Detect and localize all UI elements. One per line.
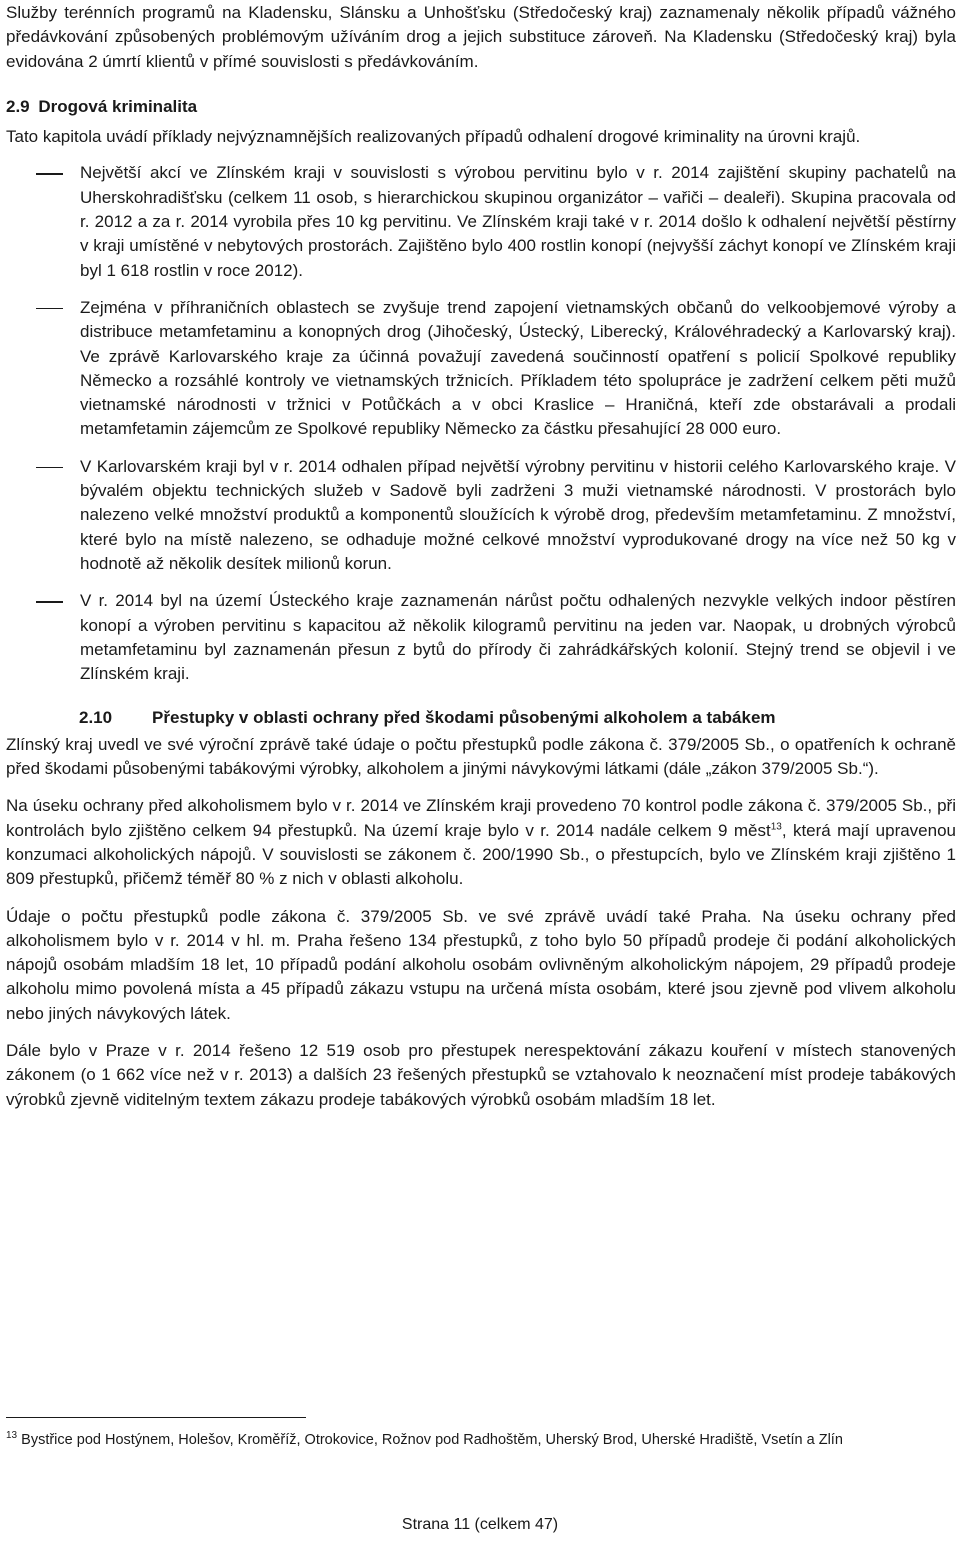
section-intro-paragraph: Tato kapitola uvádí příklady nejvýznamnějších realizovaných případů odhalení drogové kriminality na úrovni krajů.: [6, 127, 861, 147]
dash-bullet-icon: [36, 308, 63, 310]
section-number: 2.9: [6, 96, 30, 116]
section-title: Přestupky v oblasti ochrany před škodami působenými alkoholem a tabákem: [152, 708, 776, 728]
section-number: 2.10: [79, 708, 113, 728]
dash-bullet-icon: [36, 173, 63, 175]
dash-bullet-icon: [36, 467, 63, 469]
paragraph-text: , která mají upravenou konzumaci alkoholických nápojů. V souvislosti se zákonem č. 200/1990 Sb., o přestupcích, bylo ve Zlínském kraji zjištěno 1 809 přestupků, přičemž téměř 80 % z nich v oblasti alkoholu.: [6, 820, 956, 889]
list-item: [6, 161, 956, 282]
list-item: [6, 455, 956, 576]
list-item: [6, 589, 956, 686]
footnote-divider: [6, 1417, 306, 1418]
list-item-text: V r. 2014 byl na území Ústeckého kraje zaznamenán nárůst počtu odhalených nezvykle velkých indoor pěstíren konopí a výroben pervitinu s kapacitou až několik kilogramů pervitinu na jeden var. Naopak, u drobných výrobců metamfetaminu byl zaznamenán přesun z bytů do přírody či zahrádkářských kolonií. Stejný trend se objevil i ve Zlínském kraji.: [80, 591, 956, 684]
section-heading-2-9: [6, 95, 956, 119]
list-item-text: V Karlovarském kraji byl v r. 2014 odhalen případ největší výrobny pervitinu v historii celého Karlovarského kraje. V bývalém objektu technických služeb v Sadově byli zadrženi 3 muži vietnamské národnosti. V prostorách bylo nalezeno velké množství produktů a komponentů sloužících k výrobě drog, především metamfetaminu. Z množství, které bylo na místě nalezeno, se odhaduje možné celkové množství vyprodukované drogy na více než 50 kg v hodnotě až několik desítek milionů korun.: [80, 456, 956, 573]
footnote-number: 13: [6, 1430, 18, 1442]
list-item-text: Zejména v příhraničních oblastech se zvyšuje trend zapojení vietnamských občanů do velkoobjemové výroby a distribuce metamfetaminu a konopných drog (Jihočeský, Ústecký, Liberecký, Královéhradecký a Karlovarský kraj). Ve zprávě Karlovarského kraje za účinná považují zavedená součinností opatření s policií Spolkové republiky Německo a rozsáhlé kontroly ve vietnamských tržnicích. Příkladem této spolupráce je zadržení celkem pěti mužů vietnamské národnosti v tržnici v Potůčkách a v obci Kraslice – Hraničná, kteří zde obstarávali a prodali metamfetamin zájemcům ze Spolkové republiky Německo za částku přesahující 28 000 euro.: [80, 297, 956, 439]
paragraph-prague-offences: Údaje o počtu přestupků podle zákona č. 379/2005 Sb. ve své zprávě uvádí také Praha. Na úseku ochrany před alkoholismem bylo v r. 2014 v hl. m. Praha řešeno 134 přestupků, z toho bylo 50 případů prodeje či podání alkoholických nápojů osobám mladším 18 let, 10 případů podání alkoholu osobám ovlivněným alkoholickým nápojem, 29 případů prodeje alkoholu mimo povolená místa a 45 případů zákazu vstupu na určená místa osobám, které jsou zjevně pod vlivem alkoholu nebo jiných návykových látek.: [6, 906, 956, 1023]
bullet-list: [6, 161, 956, 686]
footnote-text: Bystřice pod Hostýnem, Holešov, Kroměříž, Otrokovice, Rožnov pod Radhoštěm, Uherský Brod, Uherské Hradiště, Vsetín a Zlín: [21, 1432, 843, 1448]
list-item: [6, 296, 956, 442]
intro-paragraph: Služby terénních programů na Kladensku, Slánsku a Unhošťsku (Středočeský kraj) zaznamenaly několik případů vážného předávkování způsobených problémovým užíváním drog a jejich substituce zároveň. Na Kladensku (Středočeský kraj) byla evidována 2 úmrtí klientů v přímé souvislosti s předávkováním.: [6, 3, 956, 71]
page-number: Strana 11 (celkem 47): [401, 1516, 559, 1533]
footnote-reference[interactable]: 13: [770, 820, 782, 832]
section-heading-2-10: [6, 706, 956, 730]
paragraph-text: Na úseku ochrany před alkoholismem bylo v r. 2014 ve Zlínském kraji provedeno 70 kontrol podle zákona č. 379/2005 Sb., při kontrolách bylo zjištěno celkem 94 přestupků. Na území kraje bylo v r. 2014 nadále celkem 9 měst: [6, 796, 956, 840]
paragraph-zlin-report: Zlínský kraj uvedl ve své výroční zprávě také údaje o počtu přestupků podle zákona č. 379/2005 Sb., o opatřeních k ochraně před škodami působenými tabákovými výrobky, alkoholem a jinými návykovými látkami (dále „zákon 379/2005 Sb.“).: [6, 734, 956, 779]
list-item-text: Největší akcí ve Zlínském kraji v souvislosti s výrobou pervitinu bylo v r. 2014 zajištění skupiny pachatelů na Uherskohradišťsku (celkem 11 osob, s hierarchickou skupinou organizátor – vařiči – dealeři). Skupina pracovala od r. 2012 a za r. 2014 vyrobila přes 10 kg pervitinu. Ve Zlínském kraji také v r. 2014 došlo k odhalení největší pěstírny v kraji umístěné v nebytových prostorách. Zajištěno bylo 400 rostlin konopí (nejvyšší záchyt konopí ve Zlínském kraji byl 1 618 rostlin v roce 2012).: [80, 163, 956, 280]
paragraph-alcohol-controls: [6, 794, 956, 891]
footnote: [6, 1430, 946, 1451]
section-title: Drogová kriminalita: [38, 96, 198, 116]
dash-bullet-icon: [36, 601, 63, 603]
document-page: [6, 0, 956, 1112]
paragraph-prague-smoking: Dále bylo v Praze v r. 2014 řešeno 12 519 osob pro přestupek nerespektování zákazu kouření v místech stanovených zákonem (o 1 662 více než v r. 2013) a dalších 23 řešených přestupků se vztahovalo k neoznačení míst prodeje tabákových výrobků zjevně viditelným textem zákazu prodeje tabákových výrobků osobám mladším 18 let.: [6, 1040, 956, 1109]
